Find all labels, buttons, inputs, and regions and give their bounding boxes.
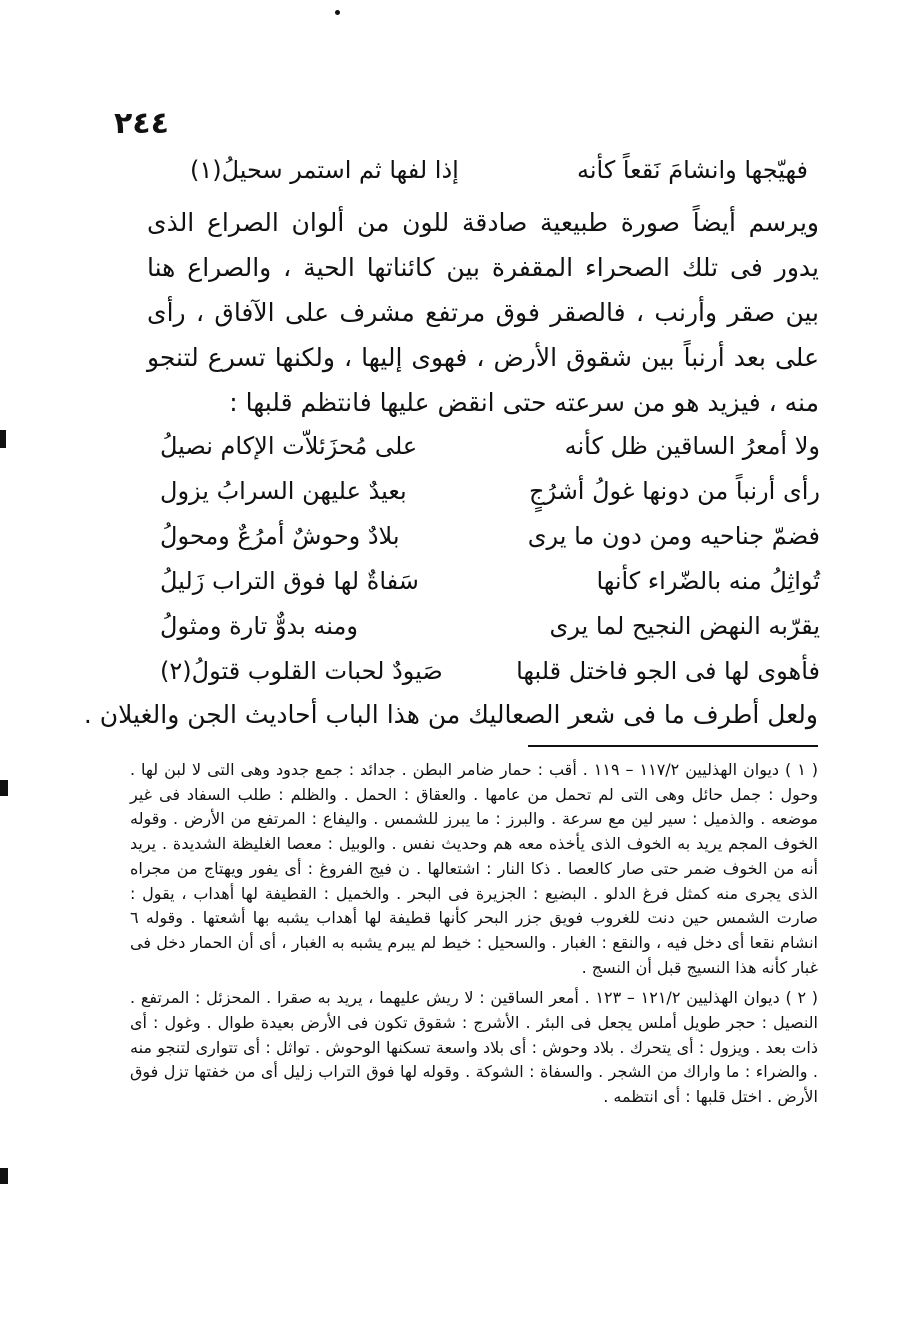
footnotes [130, 758, 818, 1110]
footnote-1: ( ١ ) ديوان الهذليين ١١٧/٢ – ١١٩ . أقب : حمار ضامر البطن . جدائد : جمع جدود وهى التى لا لبن لها . وحول : جمل حائل وهى التى لم تحمل من عامها . والعقاق : الحمل . والظلم : طلب السفاد فى غير موضعه . والذميل : سير لين مع سرعة . والبرز : ما يبرز للشمس . واليفاع : المرتفع من الأرض . وقوله الخوف المجم يريد به الخوف الذى يأخذه معه هم وحديث نفس . والوبيل : معصا الغليظة الشديدة . يريد أنه من الخوف ضمر حتى صار كالعصا . ذكا النار : اشتعالها . ن فيج الفروغ : أى يفور ويهتاج من مجراه الذى يجرى منه كمثل فرغ الدلو . البضيع : الجزيرة فى البحر . والخميل : القطيفة لها أهداب ، يقول : صارت الشمس حين دنت للغروب فويق جزر البحر كأنها قطيفة لها أهداب يشبه بها أشعتها . وقوله ٦ انشام نقعا أى دخل فيه ، والنقع : الغبار . والسحيل : خيط لم يبرم يشبه به الغبار ، أى أن الحمار دخل فى غبار كأنه هذا النسيج قبل أن النسج . [130, 760, 819, 977]
verse-hemistich-second: ومنه بدوٌّ تارة ومثولُ [160, 612, 358, 640]
verse-hemistich-second: سَفاةٌ لها فوق التراب زَليلُ [160, 567, 419, 595]
ink-speck [335, 10, 340, 15]
poem-verse [160, 606, 820, 651]
scan-edge-mark [0, 1168, 8, 1184]
footnote-2: ( ٢ ) ديوان الهذليين ١٢١/٢ – ١٢٣ . أمعر الساقين : لا ريش عليهما ، يريد به صقرا . المحزئل : المرتفع . النصيل : حجر طويل أملس يجعل فى البئر . الأشرج : شقوق تكون فى الأرض بعيدة طوال . وغول : أى ذات بعد . ويزول : أى يتحرك . بلاد وحوش : أى بلاد واسعة تسكنها الوحوش . تواثل : أى تتوارى لتنجو منه . والضراء : ما واراك من الشجر . والسفاة : الشوكة . وقوله لها فوق التراب زليل أى من خفتها تزل فوق الأرض . اختل قلبها : أى انتظمه . [130, 988, 819, 1107]
verse-hemistich-first: فضمّ جناحيه ومن دون ما يرى [527, 522, 820, 550]
scan-edge-mark [0, 430, 6, 448]
paragraph-text: ويرسم أيضاً صورة طبيعية صادقة للون من ألوان الصراع الذى يدور فى تلك الصحراء المقفرة بين كائناتها الحية ، والصراع هنا بين صقر وأرنب ، فالصقر فوق مرتفع مشرف على الآفاق ، رأى على بعد أرنباً بين شقوق الأرض ، فهوى إليها ، ولكنها تسرع لتنجو منه ، فيزيد هو من سرعته حتى انقض عليها فانتظم قلبها : [147, 208, 819, 417]
footnote-separator [528, 745, 818, 747]
closing-sentence: ولعل أطرف ما فى شعر الصعاليك من هذا الباب أحاديث الجن والغيلان . [83, 700, 818, 729]
verse-hemistich-first: رأى أرنباً من دونها غولُ أشرُجٍ [528, 477, 820, 505]
verse-hemistich-first: يقرّبه النهض النجيح لما يرى [549, 612, 820, 640]
verse-hemistich-second: على مُحزَئلاّت الإكام نصيلُ [160, 432, 418, 460]
verse-hemistich-second: صَيودٌ لحبات القلوب قتولُ(٢) [160, 657, 443, 685]
poem [160, 426, 820, 696]
verse-hemistich-second: بعيدٌ عليهن السرابُ يزول [160, 477, 407, 505]
verse-hemistich-second: بلادٌ وحوشٌ أمرُعٌ ومحولُ [160, 522, 400, 550]
poem-verse [160, 516, 820, 561]
body-paragraph [147, 200, 819, 425]
verse-hemistich-first: ولا أمعرُ الساقين ظل كأنه [564, 432, 820, 460]
verse-line [150, 152, 808, 196]
verse-hemistich-first: فهيّجها وانشامَ نَقعاً كأنه [576, 156, 808, 184]
poem-verse [160, 561, 820, 606]
poem-verse [160, 651, 820, 696]
poem-verse [160, 471, 820, 516]
verse-hemistich-first: تُواثِلُ منه بالضّراء كأنها [596, 567, 820, 595]
scan-edge-mark [0, 780, 8, 796]
verse-hemistich-second: إذا لفها ثم استمر سحيلُ(١) [190, 156, 459, 184]
verse-hemistich-first: فأهوى لها فى الجو فاختل قلبها [516, 657, 820, 685]
page-number: ٢٤٤ [114, 106, 169, 141]
poem-verse [160, 426, 820, 471]
